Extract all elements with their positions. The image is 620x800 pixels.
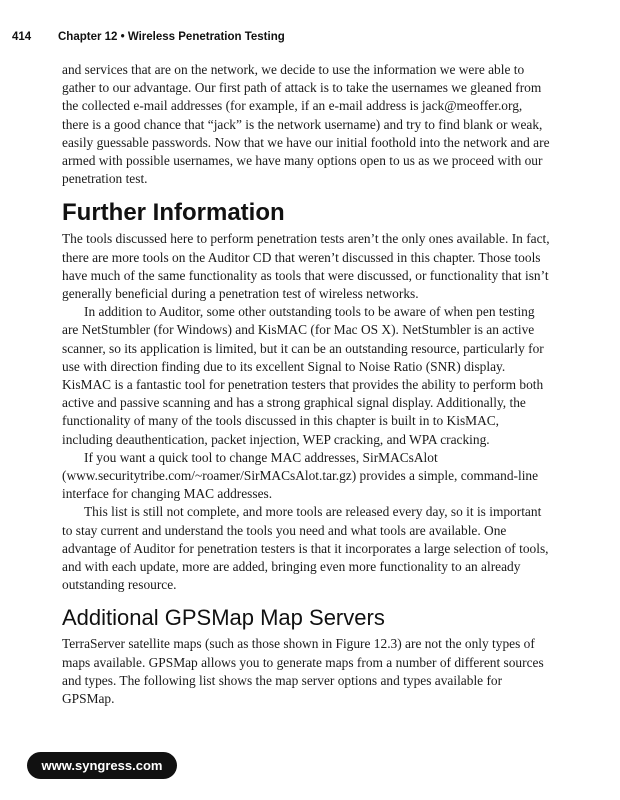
section-intro <box>62 61 550 188</box>
section-heading-additional-gpsmap: Additional GPSMap Map Servers <box>62 605 385 631</box>
website-footer-badge: www.syngress.com <box>27 752 177 779</box>
running-head <box>12 31 285 43</box>
page-body <box>62 61 550 708</box>
body-paragraph: In addition to Auditor, some other outstanding tools to be aware of when pen testing are NetStumbler (for Windows) and KisMAC (for Mac OS X). NetStumbler is an active scanner, so its application is limited, but it can be an outstanding resource, particularly for use with direction finding due to its excellent Signal to Noise Ratio (SNR) display. KisMAC is a fantastic tool for penetration testers that provides the ability to perform both active and passive scanning and has a strong graphical signal display. Additionally, the functionality of many of the tools discussed in this chapter is built in to KisMAC, including deauthentication, packet injection, WEP cracking, and WPA cracking. <box>62 304 544 447</box>
body-paragraph: The tools discussed here to perform penetration tests aren’t the only ones available. In fact, there are more tools on the Auditor CD that weren’t discussed in this chapter. Those tools have much of the same functionality as tools that were discussed, or functionality that isn’t generally beneficial during a penetration test of wireless networks. <box>62 231 550 302</box>
body-paragraph: If you want a quick tool to change MAC addresses, SirMACsAlot (www.securitytribe.com/~roamer/SirMACsAlot.tar.gz) provides a simple, command-line interface for changing MAC addresses. <box>62 449 539 502</box>
body-paragraph: and services that are on the network, we decide to use the information we were able to gather to our advantage. Our first path of attack is to take the usernames we gleaned from the collected e-mail addresses (for example, if an e-mail address is jack@meoffer.org, there is a good chance that “jack” is the network username) and try to find blank or weak, easily guessable passwords. Now that we have our initial foothold into the network and are armed with possible usernames, we have many options open to us as we proceed with our penetration test. <box>62 62 550 187</box>
section-heading-further-information: Further Information <box>62 199 285 227</box>
section-additional-gpsmap <box>62 605 550 708</box>
body-paragraph: TerraServer satellite maps (such as those shown in Figure 12.3) are not the only types of maps available. GPSMap allows you to generate maps from a number of different sources and types. The following list shows the map server options and types available for GPSMap. <box>62 636 544 707</box>
body-paragraph: This list is still not complete, and more tools are released every day, so it is important to stay current and understand the tools you need and what tools are available. One advantage of Auditor for penetration testers is that it incorporates a large selection of tools, and with each update, more are added, bringing even more functionality to an already outstanding resource. <box>62 504 549 593</box>
page-number: 414 <box>12 31 32 43</box>
chapter-title: Chapter 12 • Wireless Penetration Testing <box>58 31 285 43</box>
section-further-information <box>62 199 550 594</box>
